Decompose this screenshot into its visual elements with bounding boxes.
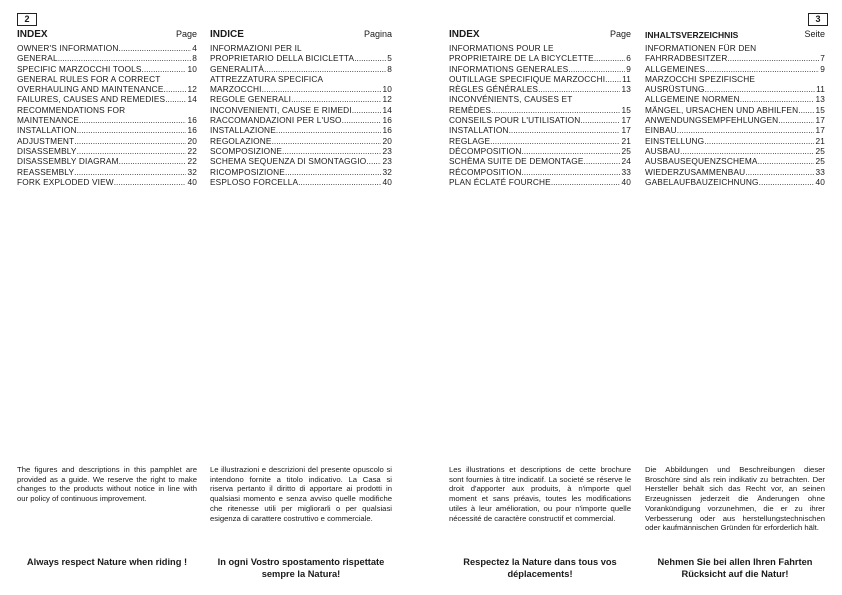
toc-entry-page: 21 bbox=[621, 135, 631, 146]
toc-entry-title-line: INCONVÉNIENTS, CAUSES ET bbox=[449, 94, 573, 105]
column-title: INDEX bbox=[449, 29, 480, 40]
motto-french: Respectez la Nature dans tous vos déplacements! bbox=[463, 557, 617, 579]
toc-entry-page: 11 bbox=[622, 73, 631, 84]
toc-entries bbox=[17, 43, 197, 187]
dot-leader bbox=[705, 84, 815, 94]
toc-entry-page: 25 bbox=[621, 145, 631, 156]
column-title: INDEX bbox=[17, 29, 48, 40]
toc-entry-title: DISASSEMBLY bbox=[17, 145, 77, 156]
toc-entry-page: 21 bbox=[815, 135, 825, 146]
toc-entry[interactable] bbox=[449, 136, 631, 146]
toc-entry-page: 25 bbox=[815, 145, 825, 156]
dot-leader bbox=[262, 84, 382, 94]
toc-entry-page: 20 bbox=[382, 135, 392, 146]
toc-entry-page: 22 bbox=[187, 156, 197, 167]
dot-leader bbox=[680, 146, 814, 156]
toc-entry-title: RICOMPOSIZIONE bbox=[210, 166, 285, 177]
dot-leader bbox=[366, 156, 381, 166]
toc-entry-page: 16 bbox=[382, 115, 392, 126]
toc-entry-page: 24 bbox=[621, 156, 631, 167]
page-number-right: 3 bbox=[808, 13, 828, 26]
toc-entry[interactable] bbox=[210, 177, 392, 187]
toc-entry-title-line: INFORMATIONS POUR LE bbox=[449, 43, 554, 53]
toc-entry[interactable] bbox=[449, 94, 631, 115]
toc-entry-title-line: INFORMATIONEN FÜR DEN bbox=[645, 43, 757, 53]
toc-entry[interactable] bbox=[449, 43, 631, 64]
toc-entry-title: OVERHAULING AND MAINTENANCE bbox=[17, 84, 164, 95]
toc-entry[interactable] bbox=[210, 115, 392, 125]
dot-leader bbox=[164, 84, 187, 94]
toc-entry-title: INSTALLATION bbox=[17, 125, 77, 136]
dot-leader bbox=[354, 53, 386, 63]
toc-entry-title: OWNER'S INFORMATION bbox=[17, 43, 119, 53]
toc-entry-title: OUTILLAGE SPECIFIQUE MARZOCCHI bbox=[449, 73, 606, 84]
toc-entry[interactable] bbox=[17, 94, 197, 104]
dot-leader bbox=[580, 115, 620, 125]
toc-entry-title: INFORMATIONS GENERALES bbox=[449, 63, 569, 74]
toc-entry-title-line: INFORMAZIONI PER IL bbox=[210, 43, 302, 53]
toc-entry[interactable] bbox=[17, 146, 197, 156]
toc-entry[interactable] bbox=[449, 177, 631, 187]
toc-entry-title: GABELAUFBAUZEICHNUNG bbox=[645, 176, 759, 187]
toc-entry[interactable] bbox=[645, 64, 825, 74]
toc-entry[interactable] bbox=[645, 43, 825, 64]
toc-entry-page: 12 bbox=[382, 94, 392, 105]
toc-entries bbox=[210, 43, 392, 187]
dot-leader bbox=[584, 156, 621, 166]
toc-entry-title-line: GENERAL RULES FOR A CORRECT bbox=[17, 73, 161, 84]
toc-entries bbox=[449, 43, 631, 187]
dot-leader bbox=[291, 94, 381, 104]
toc-entry[interactable] bbox=[645, 105, 825, 115]
toc-entry[interactable] bbox=[645, 125, 825, 135]
toc-entry[interactable] bbox=[210, 136, 392, 146]
disclaimer-italian: Le illustrazioni e descrizioni del presente opuscolo si intendono fornite a titolo indicativo. La Casa si riserva pertanto il diritto di apportare ai prodotti in qualsiasi momento e senza avviso quelle modifiche che ritenesse utili per migliorarli o per qualsiasi esigenza di carattere costruttivo e commerciale. bbox=[210, 465, 392, 523]
column-page-label: Page bbox=[609, 29, 631, 39]
toc-entry-title-line: ATTREZZATURA SPECIFICA bbox=[210, 73, 324, 84]
toc-entry[interactable] bbox=[645, 177, 825, 187]
toc-entry-title: REGOLAZIONE bbox=[210, 135, 272, 146]
toc-entry-page: 11 bbox=[816, 84, 825, 95]
dot-leader bbox=[77, 146, 187, 156]
toc-entry-page: 9 bbox=[820, 63, 825, 74]
dot-leader bbox=[74, 136, 186, 146]
toc-entry-page: 17 bbox=[621, 115, 631, 126]
toc-entry[interactable] bbox=[17, 177, 197, 187]
toc-entry-page: 32 bbox=[187, 166, 197, 177]
dot-leader bbox=[342, 115, 382, 125]
toc-entry-title: FORK EXPLODED VIEW bbox=[17, 176, 114, 187]
toc-entry[interactable] bbox=[210, 156, 392, 166]
toc-entry-title: MÄNGEL, URSACHEN UND ABHILFEN bbox=[645, 104, 799, 115]
index-column-french bbox=[449, 29, 631, 187]
toc-entry[interactable] bbox=[645, 156, 825, 166]
toc-entry-title: SCHEMA SEQUENZA DI SMONTAGGIO bbox=[210, 156, 367, 167]
toc-entry[interactable] bbox=[210, 105, 392, 115]
disclaimer-english: The figures and descriptions in this pamphlet are provided as a guide. We reserve the right to make changes to the products without notice in line with our policy of continuous improvement. bbox=[17, 465, 197, 504]
toc-entry-page: 6 bbox=[626, 53, 631, 64]
dot-leader bbox=[605, 74, 621, 84]
toc-entry-title: INCONVENIENTI, CAUSE E RIMEDI bbox=[210, 104, 352, 115]
toc-entry[interactable] bbox=[449, 84, 631, 94]
dot-leader bbox=[778, 115, 814, 125]
dot-leader bbox=[521, 167, 620, 177]
index-column-italian bbox=[210, 29, 392, 187]
disclaimer-german: Die Abbildungen und Beschreibungen dieser Broschüre sind als rein indikativ zu betrachten. Der Hersteller behält sich das Recht vor, an seinen Erzeugnissen jederzeit die Änderungen ohne Vorankündigung vorzunehmen, die er zu ihrer Verbesserung oder aus herstellungstechnischen oder kaufmännischen Gründen für erforderlich hält. bbox=[645, 465, 825, 533]
toc-entry[interactable] bbox=[210, 94, 392, 104]
toc-entry[interactable] bbox=[210, 146, 392, 156]
column-page-label: Seite bbox=[804, 29, 825, 39]
index-column-english bbox=[17, 29, 197, 187]
dot-leader bbox=[759, 177, 815, 187]
toc-entry-page: 13 bbox=[621, 84, 631, 95]
toc-entry-page: 22 bbox=[187, 145, 197, 156]
column-page-label: Page bbox=[175, 29, 197, 39]
toc-entry[interactable] bbox=[210, 64, 392, 74]
dot-leader bbox=[704, 136, 814, 146]
dot-leader bbox=[119, 156, 187, 166]
toc-entry-page: 40 bbox=[621, 176, 631, 187]
toc-entry-page: 32 bbox=[382, 166, 392, 177]
toc-entry[interactable] bbox=[17, 43, 197, 53]
dot-leader bbox=[79, 115, 186, 125]
toc-entry-page: 13 bbox=[815, 94, 825, 105]
dot-leader bbox=[272, 136, 382, 146]
toc-entry-page: 25 bbox=[815, 156, 825, 167]
dot-leader bbox=[58, 53, 192, 63]
page-number-left: 2 bbox=[17, 13, 37, 26]
toc-entry-page: 23 bbox=[382, 156, 392, 167]
toc-entry-page: 33 bbox=[621, 166, 631, 177]
toc-entry-page: 14 bbox=[187, 94, 197, 105]
toc-entry[interactable] bbox=[645, 74, 825, 95]
toc-entry-page: 10 bbox=[382, 84, 392, 95]
index-column-german bbox=[645, 29, 825, 187]
toc-entry-title: ALLGEMEINE NORMEN bbox=[645, 94, 740, 105]
toc-entry-title: RACCOMANDAZIONI PER L'USO bbox=[210, 115, 342, 126]
toc-entry-page: 17 bbox=[815, 115, 825, 126]
disclaimer-french: Les illustrations et descriptions de cette brochure sont fournies à titre indicatif. La societé se réserve le droit d'apporter aux produits, à n'importe quel moment et sans préavis, toutes les modifications utiles à leur amélioration, ou pour n'importe quelle nécessité de caractère constructif et commercial. bbox=[449, 465, 631, 523]
column-header bbox=[449, 29, 631, 43]
toc-entry-title: DISASSEMBLY DIAGRAM bbox=[17, 156, 119, 167]
toc-entry-page: 33 bbox=[815, 166, 825, 177]
column-title: INDICE bbox=[210, 29, 244, 40]
toc-entry-page: 20 bbox=[187, 135, 197, 146]
dot-leader bbox=[276, 125, 382, 135]
toc-entry-title: REASSEMBLY bbox=[17, 166, 75, 177]
dot-leader bbox=[119, 43, 192, 53]
toc-entry[interactable] bbox=[210, 43, 392, 64]
column-header bbox=[645, 29, 825, 43]
dot-leader bbox=[285, 167, 382, 177]
toc-entry-title: MARZOCCHI bbox=[210, 84, 262, 95]
toc-entry-title: SCHÈMA SUITE DE DEMONTAGE bbox=[449, 156, 584, 167]
motto-german: Nehmen Sie bei allen Ihren Fahrten Rücksicht auf die Natur! bbox=[657, 557, 813, 579]
toc-entry-title-line: RECOMMENDATIONS FOR bbox=[17, 104, 126, 115]
dot-leader bbox=[705, 64, 819, 74]
toc-entry-page: 8 bbox=[387, 63, 392, 74]
toc-entry-page: 17 bbox=[621, 125, 631, 136]
toc-entry[interactable] bbox=[17, 105, 197, 126]
toc-entry-page: 14 bbox=[382, 104, 392, 115]
toc-entry-title: PROPRIETAIRE DE LA BICYCLETTE bbox=[449, 53, 594, 64]
toc-entry-title: WIEDERZUSAMMENBAU bbox=[645, 166, 746, 177]
toc-entry[interactable] bbox=[449, 115, 631, 125]
toc-entry-page: 16 bbox=[187, 125, 197, 136]
toc-entry-title: AUSBAU bbox=[645, 145, 681, 156]
toc-entry[interactable] bbox=[645, 146, 825, 156]
toc-entry-title: AUSRÜSTUNG bbox=[645, 84, 705, 95]
toc-entry[interactable] bbox=[645, 136, 825, 146]
toc-entry-title: REGLAGE bbox=[449, 135, 491, 146]
toc-entry-title: INSTALLAZIONE bbox=[210, 125, 276, 136]
dot-leader bbox=[77, 125, 187, 135]
toc-entry-title: SPECIFIC MARZOCCHI TOOLS bbox=[17, 63, 142, 74]
column-page-label: Pagina bbox=[363, 29, 392, 39]
toc-entry-page: 7 bbox=[820, 53, 825, 64]
toc-entry-page: 17 bbox=[815, 125, 825, 136]
toc-entry[interactable] bbox=[17, 64, 197, 74]
dot-leader bbox=[740, 94, 815, 104]
column-header bbox=[17, 29, 197, 43]
toc-entry-title: GENERALITÀ bbox=[210, 63, 265, 74]
toc-entry-title: ALLGEMEINES bbox=[645, 63, 706, 74]
toc-entry[interactable] bbox=[210, 167, 392, 177]
toc-entry-page: 12 bbox=[187, 84, 197, 95]
dot-leader bbox=[727, 53, 819, 63]
toc-entry-title: RÉCOMPOSITION bbox=[449, 166, 522, 177]
toc-entry-title: INSTALLATION bbox=[449, 125, 509, 136]
toc-entry-page: 16 bbox=[187, 115, 197, 126]
toc-entry[interactable] bbox=[645, 167, 825, 177]
toc-entry[interactable] bbox=[449, 64, 631, 74]
toc-entry-title: ANWENDUNGSEMPFEHLUNGEN bbox=[645, 115, 779, 126]
toc-entry-page: 9 bbox=[626, 63, 631, 74]
toc-entry[interactable] bbox=[210, 74, 392, 95]
toc-entry-page: 10 bbox=[187, 63, 197, 74]
toc-entry-title: RÈGLES GÉNÉRALES bbox=[449, 84, 539, 95]
toc-entry-page: 40 bbox=[187, 176, 197, 187]
toc-entry[interactable] bbox=[17, 136, 197, 146]
toc-entry[interactable] bbox=[645, 115, 825, 125]
toc-entry[interactable] bbox=[449, 156, 631, 166]
dot-leader bbox=[509, 125, 621, 135]
toc-entry-title: CONSEILS POUR L'UTILISATION bbox=[449, 115, 581, 126]
toc-entry-title: REMÈDES bbox=[449, 104, 492, 115]
toc-entry-page: 40 bbox=[815, 176, 825, 187]
dot-leader bbox=[594, 53, 625, 63]
dot-leader bbox=[551, 177, 621, 187]
dot-leader bbox=[798, 105, 814, 115]
toc-entry-title: EINBAU bbox=[645, 125, 677, 136]
toc-entry[interactable] bbox=[645, 94, 825, 104]
toc-entry[interactable] bbox=[17, 156, 197, 166]
dot-leader bbox=[142, 64, 187, 74]
toc-entry-title: EINSTELLUNG bbox=[645, 135, 705, 146]
toc-entry-page: 5 bbox=[387, 53, 392, 64]
toc-entry-title: FAILURES, CAUSES AND REMEDIES bbox=[17, 94, 166, 105]
toc-entry-title: AUSBAUSEQUENZSCHEMA bbox=[645, 156, 758, 167]
toc-entry-page: 15 bbox=[621, 104, 631, 115]
toc-entry-title: REGOLE GENERALI bbox=[210, 94, 292, 105]
toc-entry-page: 16 bbox=[382, 125, 392, 136]
dot-leader bbox=[491, 105, 620, 115]
toc-entry[interactable] bbox=[17, 125, 197, 135]
toc-entry[interactable] bbox=[449, 146, 631, 156]
dot-leader bbox=[74, 167, 186, 177]
toc-entry[interactable] bbox=[210, 125, 392, 135]
toc-entry-title: FAHRRADBESITZER bbox=[645, 53, 728, 64]
column-header bbox=[210, 29, 392, 43]
toc-entry-page: 8 bbox=[192, 53, 197, 64]
dot-leader bbox=[490, 136, 620, 146]
toc-entry-title-line: MARZOCCHI SPEZIFISCHE bbox=[645, 73, 756, 84]
toc-entry-page: 4 bbox=[192, 43, 197, 53]
toc-entry[interactable] bbox=[17, 74, 197, 95]
toc-entry-title: PLAN ÉCLATÉ FOURCHE bbox=[449, 176, 551, 187]
dot-leader bbox=[568, 64, 625, 74]
dot-leader bbox=[521, 146, 620, 156]
column-title: INHALTSVERZEICHNIS bbox=[645, 30, 739, 40]
motto-italian: In ogni Vostro spostamento rispettate sempre la Natura! bbox=[217, 557, 385, 579]
dot-leader bbox=[298, 177, 381, 187]
dot-leader bbox=[165, 94, 186, 104]
toc-entry-title: GENERAL bbox=[17, 53, 58, 64]
toc-entry-title: ADJUSTMENT bbox=[17, 135, 75, 146]
dot-leader bbox=[114, 177, 187, 187]
toc-entry-page: 23 bbox=[382, 145, 392, 156]
toc-entry[interactable] bbox=[17, 167, 197, 177]
toc-entry-title: ESPLOSO FORCELLA bbox=[210, 176, 299, 187]
toc-entries bbox=[645, 43, 825, 187]
toc-entry-title: MAINTENANCE bbox=[17, 115, 80, 126]
toc-entry-title: PROPRIETARIO DELLA BICICLETTA bbox=[210, 53, 355, 64]
toc-entry[interactable] bbox=[449, 74, 631, 84]
toc-entry-page: 40 bbox=[382, 176, 392, 187]
toc-entry-title: DÉCOMPOSITION bbox=[449, 145, 522, 156]
dot-leader bbox=[264, 64, 386, 74]
dot-leader bbox=[538, 84, 620, 94]
toc-entry[interactable] bbox=[17, 53, 197, 63]
toc-entry-title: SCOMPOSIZIONE bbox=[210, 145, 283, 156]
dot-leader bbox=[677, 125, 815, 135]
toc-entry-page: 15 bbox=[815, 104, 825, 115]
dot-leader bbox=[745, 167, 814, 177]
dot-leader bbox=[352, 105, 382, 115]
toc-entry[interactable] bbox=[449, 125, 631, 135]
dot-leader bbox=[282, 146, 381, 156]
toc-entry[interactable] bbox=[449, 167, 631, 177]
motto-english: Always respect Nature when riding ! bbox=[26, 557, 188, 567]
dot-leader bbox=[758, 156, 815, 166]
